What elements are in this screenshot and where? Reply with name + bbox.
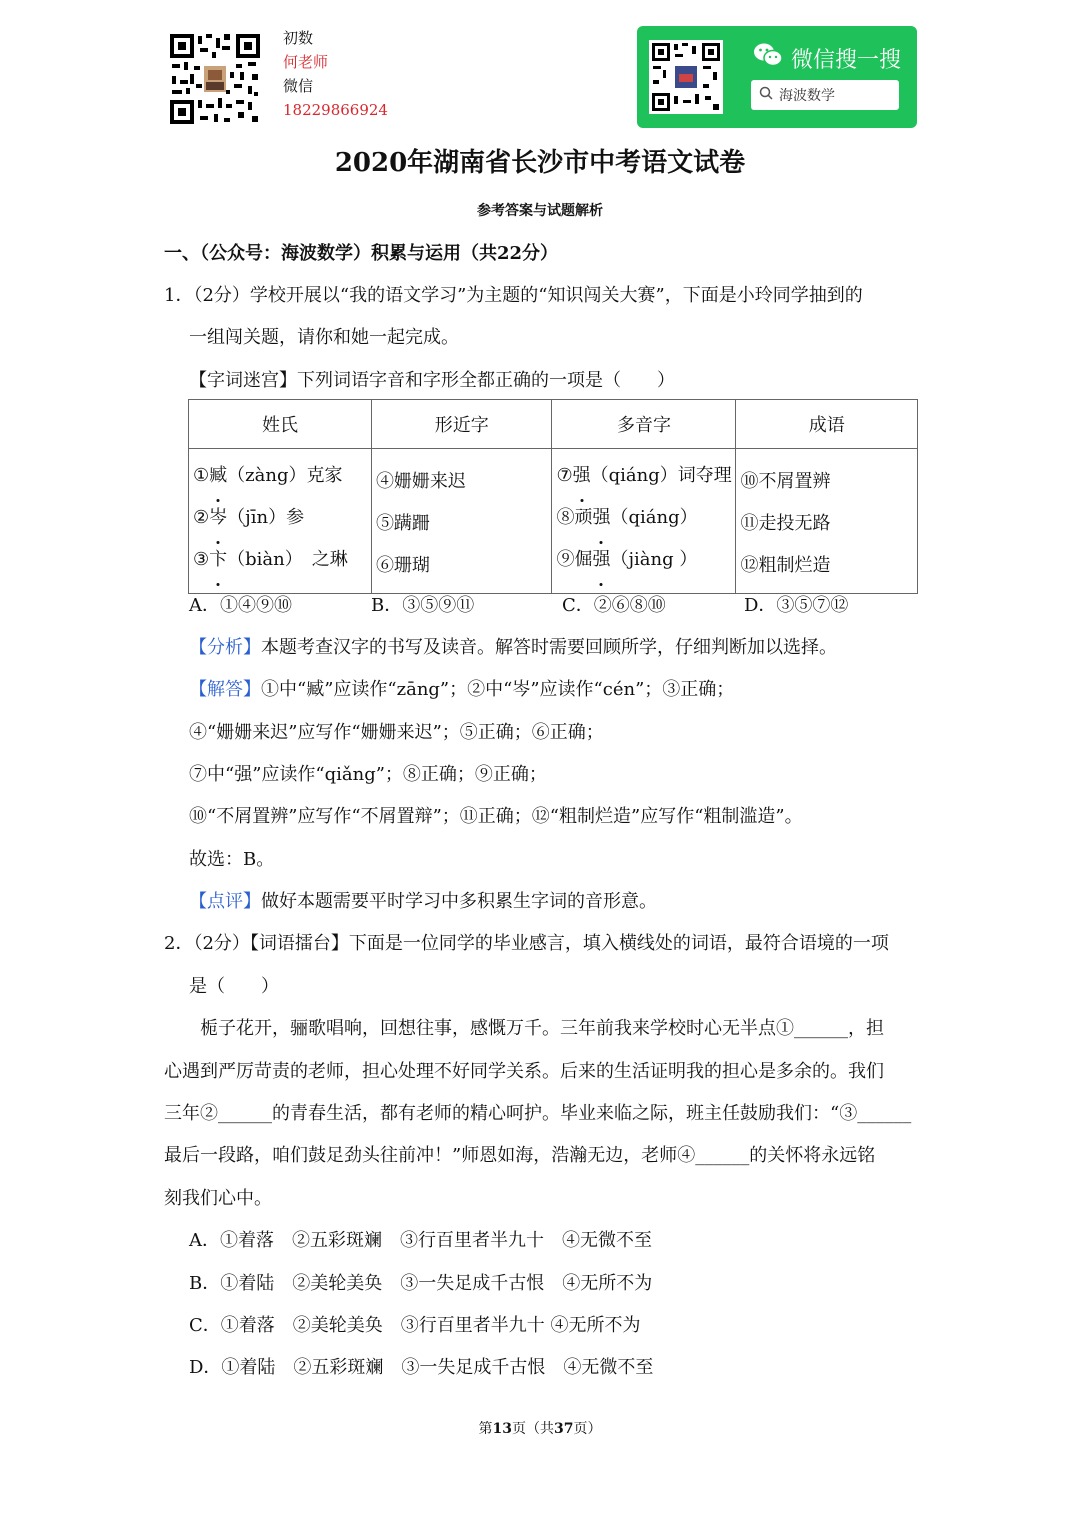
q2-passage-line2: 心遇到严厉苛责的老师，担心处理不好同学关系。后来的生活证明我的担心是多余的。我们 (164, 1061, 884, 1082)
page-footer: 第13页（共37页） (478, 1421, 602, 1437)
table-header-cell: 多音字 (552, 400, 736, 449)
wechat-logo-icon (753, 42, 783, 74)
q2-option-a: A．①着落 ②五彩斑斓 ③行百里者半九十 ④无微不至 (189, 1230, 652, 1251)
polyphone-column (552, 449, 736, 594)
q1-prompt: 【字词迷宫】下列词语字音和字形全都正确的一项是（ ） (189, 370, 675, 391)
q1-answer-line2: ④“姗姗来迟”应写作“姗姗来迟”；⑤正确；⑥正确； (189, 722, 604, 743)
analysis-tag: 【分析】 (189, 637, 261, 658)
q2-stem-line2: 是（ ） (189, 976, 279, 997)
q1-comment (189, 887, 657, 913)
qr-code-right (649, 40, 723, 114)
q2-stem-line1: 2．（2分）【词语擂台】下面是一位同学的毕业感言，填入横线处的词语，最符合语境的一项 (164, 933, 889, 954)
contact-line-3: 微信 (283, 77, 314, 95)
q1-option-a: A．①④⑨⑩ (189, 595, 292, 616)
contact-phone: 18229866924 (283, 101, 388, 119)
q1-option-d: D．③⑤⑦⑫ (744, 595, 849, 616)
contact-info (283, 26, 388, 122)
q2-passage-line5: 刻我们心中。 (164, 1188, 272, 1209)
q2-option-b: B．①着陆 ②美轮美奂 ③一失足成千古恨 ④无所不为 (189, 1273, 653, 1294)
document-subtitle: 参考答案与试题解析 (477, 203, 603, 219)
list-item: ⑪走投无路 (740, 513, 831, 534)
q1-option-c: C．②⑥⑧⑩ (562, 595, 666, 616)
wechat-search-title (753, 42, 901, 74)
q1-analysis (189, 633, 837, 659)
list-item: ①臧（zàng）克家 (193, 455, 371, 497)
table-header-row (189, 400, 918, 449)
table-header-cell: 成语 (736, 400, 918, 449)
similar-chars-column (371, 449, 552, 594)
page-total: 37 (554, 1421, 574, 1437)
comment-text: 做好本题需要平时学习中多积累生字词的音形意。 (261, 891, 657, 912)
q1-option-b: B．③⑤⑨⑪ (371, 595, 475, 616)
answer-tag: 【解答】 (189, 679, 261, 700)
list-item: ②岑（jīn）参 (193, 497, 371, 539)
q1-answer-line4: ⑩“不屑置辨”应写作“不屑置辩”；⑪正确；⑫“粗制烂造”应写作“粗制滥造”。 (189, 806, 803, 827)
q1-stem-line1: 1．（2分）学校开展以“我的语文学习”为主题的“知识闯关大赛”，下面是小玲同学抽到的 (164, 285, 863, 306)
search-icon (759, 86, 773, 104)
q2-passage-line1: 栀子花开，骊歌唱响，回想往事，感慨万千。三年前我来学校时心无半点①______，担 (164, 1018, 884, 1039)
list-item: ④姗姗来迟 (375, 471, 466, 492)
q2-passage-line4: 最后一段路，咱们鼓足劲头往前冲！”师恩如海，浩瀚无边，老师④______的关怀将永远铭 (164, 1145, 876, 1166)
wechat-search-text: 海波数学 (779, 88, 835, 104)
section-heading: 一、（公众号：海波数学）积累与运用（共22分） (164, 243, 559, 264)
list-item: ⑧顽强（qiáng） (556, 497, 735, 539)
q2-passage-line3: 三年②______的青春生活，都有老师的精心呵护。毕业来临之际，班主任鼓励我们：“③______ (164, 1103, 912, 1124)
list-item: ⑤蹒跚 (375, 513, 430, 534)
idiom-column (736, 449, 918, 594)
list-item: ⑥珊瑚 (375, 555, 430, 576)
page-number: 13 (492, 1421, 512, 1437)
q1-answer-choice: 故选：B。 (189, 849, 275, 870)
wechat-search-label: 微信搜一搜 (791, 47, 902, 73)
list-item: ⑫粗制烂造 (740, 555, 831, 576)
document-title: 2020年湖南省长沙市中考语文试卷 (334, 148, 746, 178)
answer-text: ①中“臧”应读作“zāng”；②中“岑”应读作“cén”；③正确； (261, 679, 735, 700)
q2-option-c: C．①着落 ②美轮美奂 ③行百里者半九十 ④无所不为 (189, 1315, 641, 1336)
qr-code-left (168, 32, 262, 126)
list-item: ③卞（biàn） 之琳 (193, 539, 371, 581)
analysis-text: 本题考查汉字的书写及读音。解答时需要回顾所学，仔细判断加以选择。 (261, 637, 837, 658)
wechat-search-card (637, 26, 917, 128)
contact-name: 何老师 (283, 53, 329, 71)
wechat-search-box[interactable] (751, 80, 899, 110)
comment-tag: 【点评】 (189, 891, 261, 912)
list-item: ⑦强（qiáng）词夺理 (556, 455, 735, 497)
table-header-cell: 形近字 (371, 400, 552, 449)
q1-answer-line1 (189, 675, 734, 701)
surname-column (189, 449, 372, 594)
q1-stem-line2: 一组闯关题，请你和她一起完成。 (189, 327, 459, 348)
table-header-cell: 姓氏 (189, 400, 372, 449)
q1-answer-line3: ⑦中“强”应读作“qiǎng”；⑧正确；⑨正确； (189, 764, 547, 785)
contact-line-1: 初数 (283, 29, 314, 47)
list-item: ⑩不屑置辨 (740, 471, 831, 492)
q1-table (188, 399, 918, 594)
q2-option-d: D．①着陆 ②五彩斑斓 ③一失足成千古恨 ④无微不至 (189, 1357, 654, 1378)
table-row (189, 449, 918, 594)
list-item: ⑨倔强（jiàng ） (556, 539, 735, 581)
